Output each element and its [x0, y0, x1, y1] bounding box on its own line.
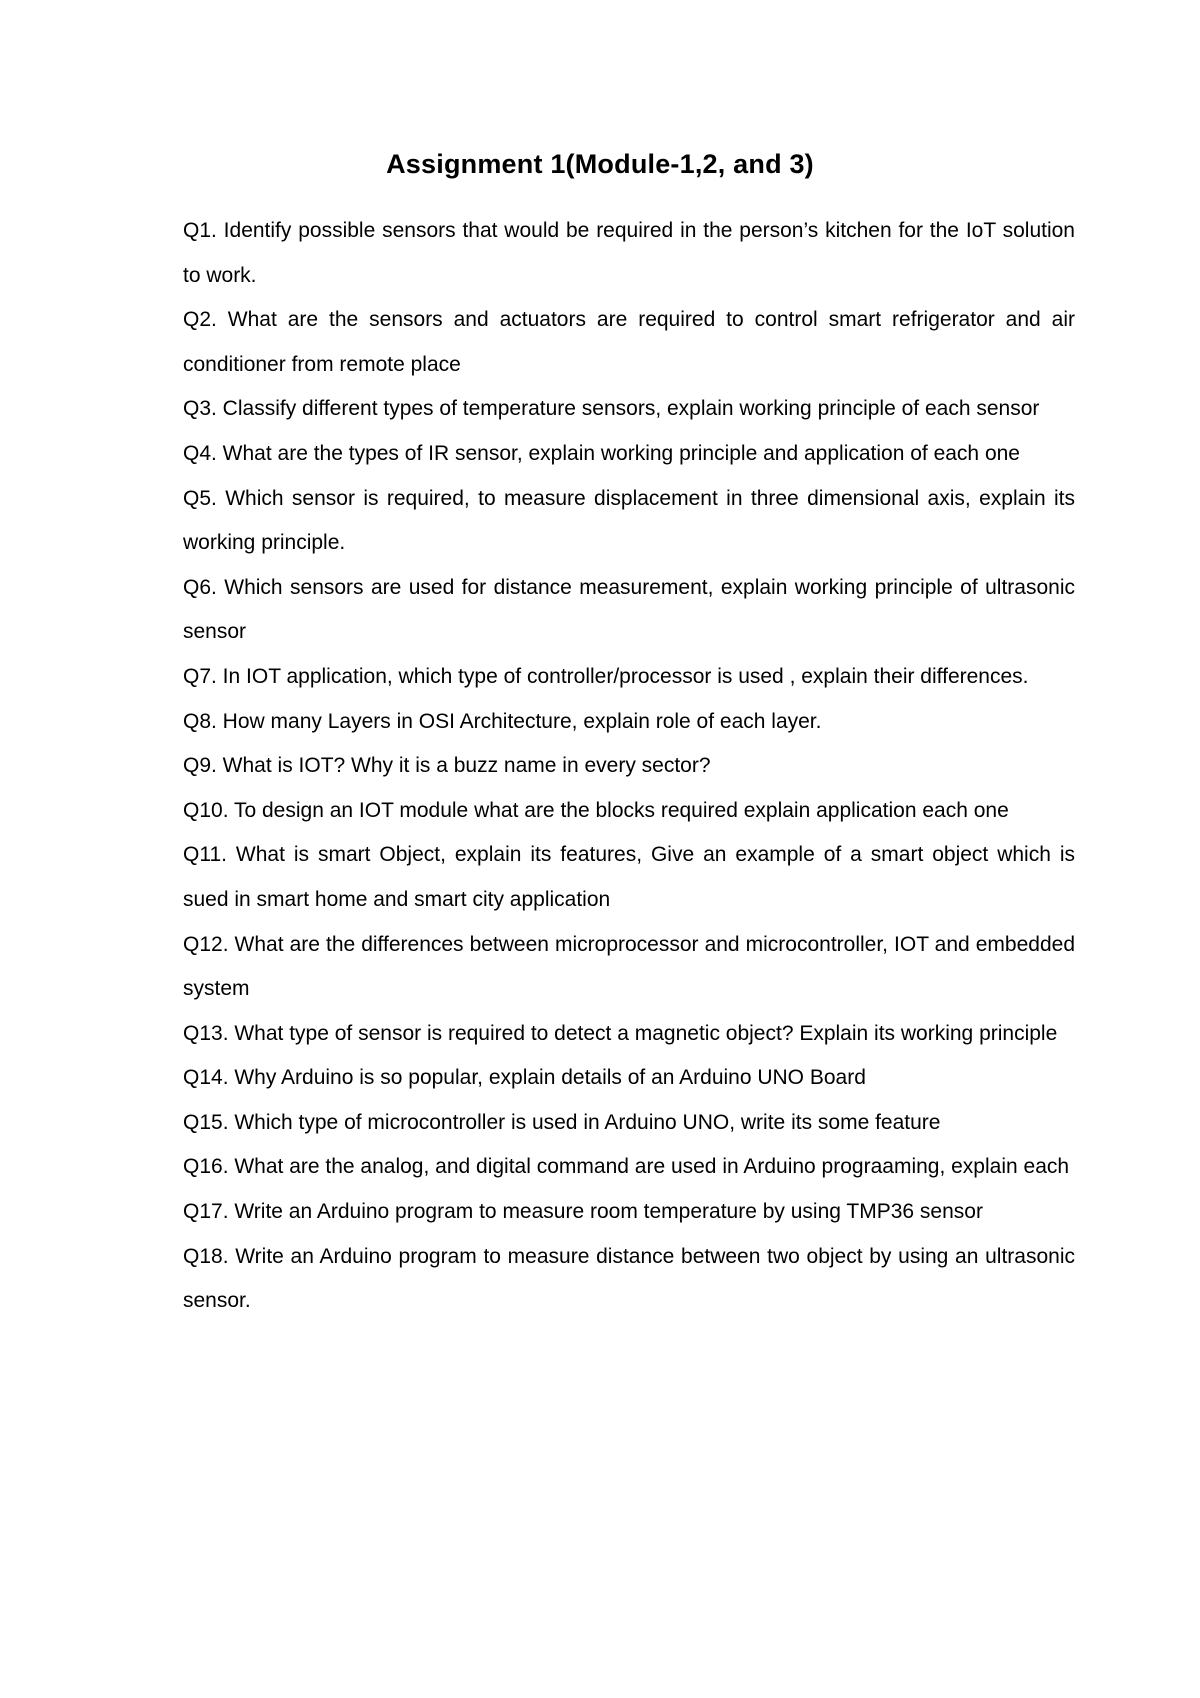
question-8: Q8. How many Layers in OSI Architecture, explain role of each layer.: [183, 709, 822, 733]
question-2: Q2. What are the sensors and actuators are required to control smart refrigerator and air conditioner from remote place: [183, 308, 1075, 376]
question-3: Q3. Classify different types of temperature sensors, explain working principle of each sensor: [183, 397, 1040, 421]
question-9: Q9. What is IOT? Why it is a buzz name in every sector?: [183, 754, 711, 778]
question-13: Q13. What type of sensor is required to detect a magnetic object? Explain its working principle: [183, 1021, 1058, 1045]
question-14: Q14. Why Arduino is so popular, explain details of an Arduino UNO Board: [183, 1066, 866, 1090]
question-5: Q5. Which sensor is required, to measure displacement in three dimensional axis, explain its working principle.: [183, 486, 1075, 555]
question-11: Q11. What is smart Object, explain its features, Give an example of a smart object which is sued in smart home and smart city application: [183, 843, 1075, 911]
question-6: Q6. Which sensors are used for distance measurement, explain working principle of ultrasonic sensor: [183, 575, 1075, 644]
question-17: Q17. Write an Arduino program to measure room temperature by using TMP36 sensor: [183, 1200, 983, 1224]
page-title: Assignment 1(Module-1,2, and 3): [386, 149, 814, 179]
question-7: Q7. In IOT application, which type of controller/processor is used , explain their differences.: [183, 664, 1029, 688]
question-10: Q10. To design an IOT module what are the blocks required explain application each one: [183, 798, 1009, 822]
question-4: Q4. What are the types of IR sensor, explain working principle and application of each one: [183, 441, 1020, 465]
question-list: [183, 209, 1075, 1324]
question-12: Q12. What are the differences between microprocessor and microcontroller, IOT and embedded system: [183, 932, 1075, 1001]
question-16: Q16. What are the analog, and digital command are used in Arduino prograaming, explain each: [183, 1155, 1070, 1179]
question-15: Q15. Which type of microcontroller is used in Arduino UNO, write its some feature: [183, 1110, 941, 1134]
question-1: Q1. Identify possible sensors that would be required in the person’s kitchen for the IoT solution to work.: [183, 219, 1075, 287]
question-18: Q18. Write an Arduino program to measure distance between two object by using an ultrasonic sensor.: [183, 1244, 1075, 1313]
